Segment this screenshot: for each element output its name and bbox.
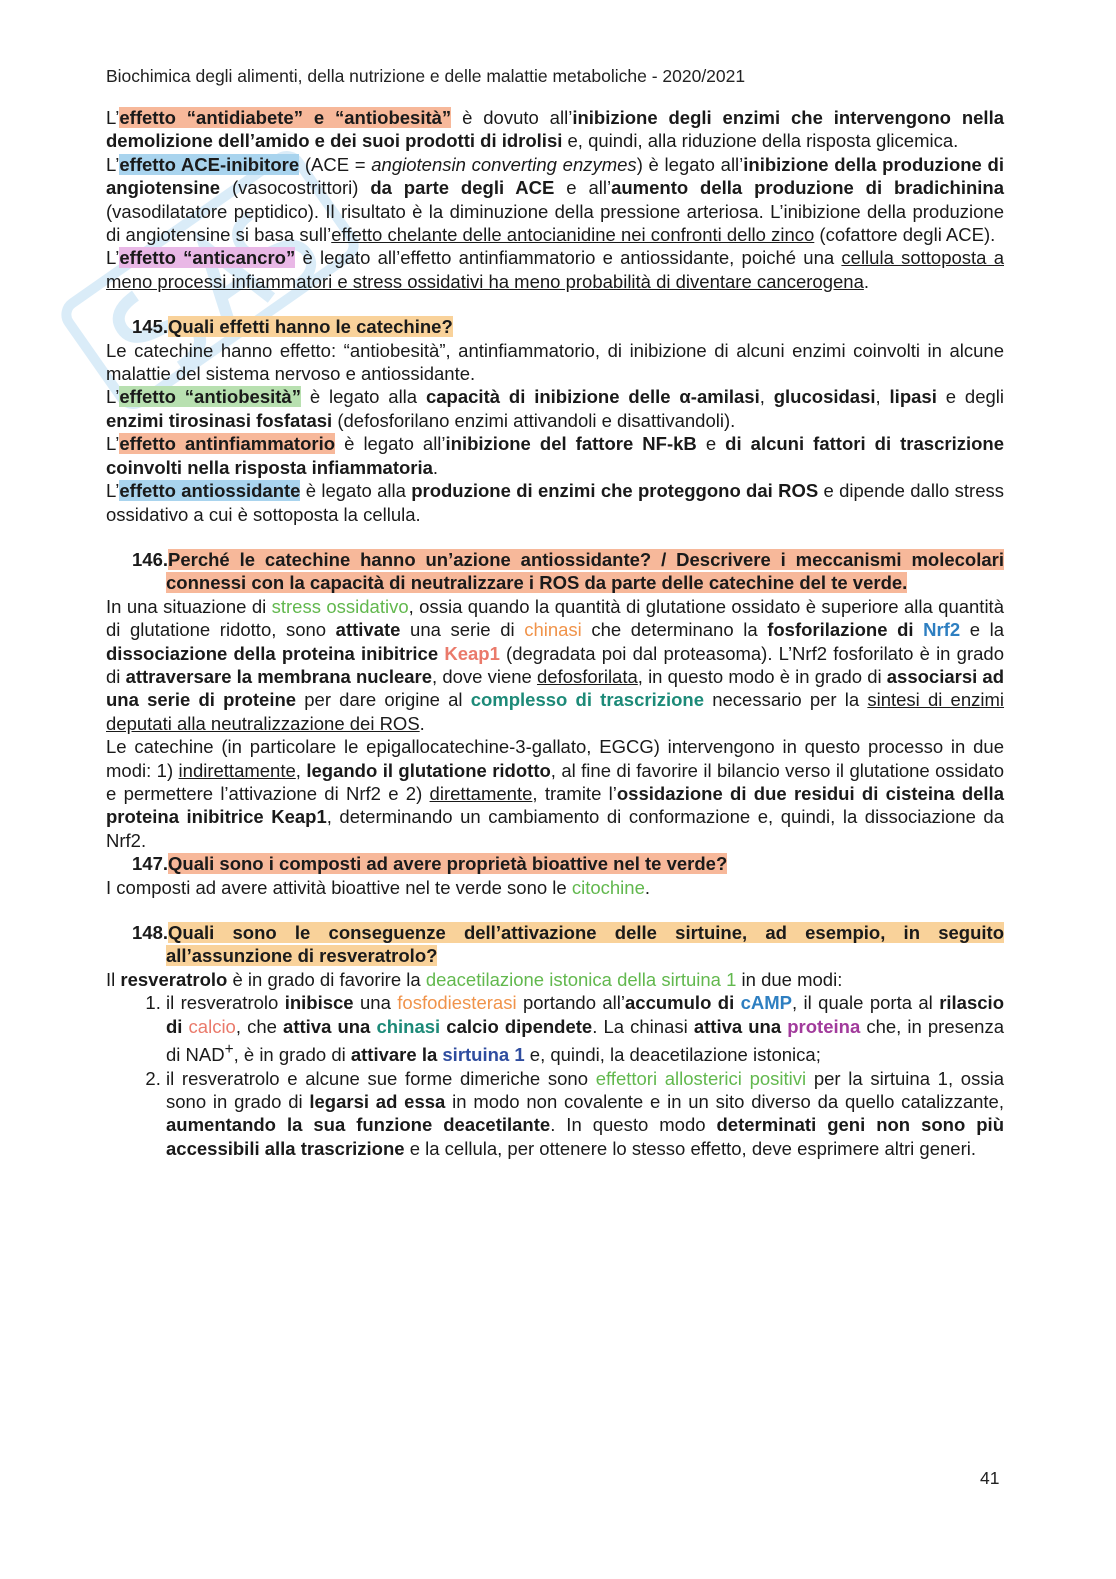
- text-run: (vasodilatatore peptidico). Il risultato è la diminuzione della pressione arteriosa. L’inibizione della produzione di angiotensine si basa sull’: [106, 200, 1004, 246]
- text-run: L’: [106, 247, 120, 269]
- text-run: per la sirtuina 1, ossia sono in grado di: [166, 1067, 1004, 1112]
- highlight-term: effetto antiossidante: [119, 480, 301, 502]
- colored-term: stress ossidativo: [271, 595, 409, 617]
- colored-term: Nrf2: [923, 619, 961, 641]
- colored-term: chinasi: [524, 619, 582, 641]
- text-run: Le catechine (in particolare le epigallocatechine-3-gallato, EGCG) intervengono in questo processo in due modi: 1): [106, 736, 1004, 781]
- bold-text: inibisce: [284, 992, 354, 1014]
- text-run: (vasocostrittori): [220, 177, 371, 199]
- paragraph-nrf2-mechanism: [106, 595, 1004, 735]
- colored-term: proteina: [787, 1015, 861, 1037]
- bold-text: ossidazione di due residui di cisteina della proteina inibitrice Keap1: [106, 782, 1004, 828]
- bold-text: produzione di enzimi che proteggono dai ROS: [411, 480, 819, 502]
- underlined-text: direttamente: [429, 782, 533, 804]
- bold-text: determinati geni non sono più accessibili alla trascrizione: [166, 1114, 1004, 1159]
- highlight-term: effetto “antiobesità”: [119, 386, 301, 408]
- text-run: e la: [960, 619, 1004, 641]
- bold-text: inibizione del fattore NF-kB: [445, 433, 697, 455]
- question-title: Perché le catechine hanno un’azione antiossidante? / Descrivere i meccanismi molecolari connessi con la capacità di neutralizzare i ROS da parte delle catechine del te verde.: [166, 548, 1004, 594]
- text-run: e all’: [554, 177, 612, 199]
- text-run: L’: [106, 107, 120, 128]
- colored-term: complesso di trascrizione: [470, 689, 705, 711]
- text-run: e, quindi, la deacetilazione istonica;: [524, 1044, 821, 1066]
- text-run: in due modi:: [736, 968, 843, 990]
- paragraph-catechine-effetti: Le catechine hanno effetto: “antiobesità”, antinfiammatorio, di inibizione di alcuni enzimi coinvolti in alcune malattie del sistema nervoso e antiossidante.: [106, 339, 1004, 385]
- bold-text: legarsi ad essa: [309, 1091, 446, 1112]
- text-run: , determinando un cambiamento di conformazione e, quindi, la dissociazione da Nrf2.: [106, 806, 1004, 851]
- text-run: e: [696, 433, 726, 455]
- resveratrolo-mechanisms-list: [106, 991, 1004, 1160]
- text-run: , in questo modo è in grado di: [637, 665, 887, 687]
- text-run: è legato all’effetto antinfiammatorio e antiossidante, poiché una: [295, 247, 842, 269]
- bold-text: attiva una: [283, 1015, 377, 1037]
- bold-text: fosforilazione di: [767, 619, 924, 641]
- text-run: necessario per la: [704, 689, 868, 711]
- bold-text: rilascio di: [166, 992, 1004, 1037]
- text-run: . In questo modo: [550, 1114, 717, 1136]
- question-number: 148.: [132, 922, 169, 943]
- text-run: è legato all’: [335, 433, 446, 455]
- text-run: è legato alla: [300, 480, 412, 502]
- text-run: .: [863, 270, 869, 292]
- text-run: .: [644, 876, 650, 898]
- text-run: I composti ad avere attività bioattive nel te verde sono le: [106, 876, 572, 898]
- text-run: , dove viene: [432, 665, 537, 687]
- text-run: e, quindi, alla riduzione della risposta glicemica.: [562, 130, 959, 152]
- text-run: e la cellula, per ottenere lo stesso effetto, deve esprimere altri generi.: [404, 1137, 976, 1159]
- text-run: è in grado di favorire la: [227, 968, 426, 990]
- bold-text: inibizione della produzione di angiotensine: [106, 153, 1004, 199]
- bold-text: di alcuni fattori di trascrizione coinvolti nella risposta infiammatoria: [106, 433, 1004, 478]
- question-number: 145.: [132, 316, 169, 338]
- text-run: una: [353, 992, 398, 1014]
- text-run: ,: [875, 386, 890, 408]
- paragraph-ace-inibitore: [106, 153, 1004, 247]
- colored-term: cAMP: [740, 992, 793, 1014]
- colored-term: sirtuina 1: [442, 1044, 525, 1066]
- bold-text: glucosidasi: [773, 386, 876, 408]
- text-run: L’: [106, 433, 120, 455]
- text-run: una serie di: [400, 619, 525, 641]
- question-title: Quali effetti hanno le catechine?: [168, 316, 453, 338]
- text-run: in modo non covalente e in un sito diverso da quello catalizzante,: [445, 1091, 1004, 1112]
- list-item: [166, 991, 1004, 1066]
- text-run: che determinano la: [581, 619, 768, 641]
- bold-text: resveratrolo: [120, 968, 228, 990]
- text-run: è legato alla: [300, 386, 426, 408]
- page-number: 41: [980, 1468, 1000, 1488]
- underlined-text: effetto chelante delle antocianidine nei confronti dello zinco: [331, 224, 815, 246]
- bold-text: calcio dipendete: [440, 1015, 593, 1037]
- text-run: il resveratrolo: [166, 992, 285, 1014]
- text-run: L’: [106, 153, 120, 175]
- bold-text: legando il glutatione ridotto: [306, 759, 551, 781]
- question-148-heading: [106, 921, 1004, 968]
- text-run: , è in grado di: [233, 1044, 351, 1066]
- text-run: In una situazione di: [106, 595, 272, 617]
- document-body: [106, 106, 1004, 1160]
- highlight-term: effetto antinfiammatorio: [119, 433, 336, 455]
- colored-term: calcio: [188, 1015, 236, 1037]
- text-run: che, in presenza di NAD: [166, 1015, 1004, 1066]
- text-run: , il quale porta al: [792, 992, 940, 1014]
- bold-text: associarsi ad una serie di proteine: [106, 665, 1005, 711]
- paragraph-egcg: [106, 735, 1004, 852]
- page-header: Biochimica degli alimenti, della nutrizione e delle malattie metaboliche - 2020/2021: [106, 66, 746, 86]
- text-run: (degradata poi dal proteasoma). L’Nrf2 fosforilato è in grado di: [106, 642, 1004, 687]
- text-run: L’: [106, 480, 120, 502]
- colored-term: effettori allosterici positivi: [595, 1067, 807, 1089]
- question-147-heading: [106, 852, 1004, 875]
- text-run: . La chinasi: [592, 1015, 694, 1037]
- text-run: portando all’: [516, 992, 626, 1014]
- text-run: ,: [759, 386, 774, 408]
- text-run: , ossia quando la quantità di glutatione ossidato è superiore alla quantità di glutatione ridotto, sono: [106, 595, 1004, 641]
- question-number: 147.: [132, 853, 169, 875]
- text-run: e dipende dallo stress ossidativo a cui è sottoposta la cellula.: [106, 480, 1004, 525]
- bold-text: attraversare la membrana nucleare: [125, 665, 433, 687]
- superscript: +: [224, 1041, 234, 1059]
- bold-text: capacità di inibizione delle α-amilasi: [425, 386, 760, 408]
- question-146-heading: [106, 548, 1004, 595]
- question-number: 146.: [132, 548, 169, 570]
- bold-text: aumento della produzione di bradichinina: [611, 177, 1004, 199]
- highlight-term: effetto “antidiabete” e “antiobesità”: [119, 107, 452, 128]
- paragraph-anticancro: [106, 246, 1004, 293]
- underlined-text: defosforilata: [536, 665, 638, 687]
- paragraph-citochine: [106, 876, 1004, 899]
- bold-text: lipasi: [889, 386, 937, 408]
- text-run: , tramite l’: [532, 782, 617, 804]
- underlined-text: indirettamente: [178, 759, 296, 781]
- bold-text: dissociazione della proteina inibitrice: [106, 642, 445, 664]
- colored-term: deacetilazione istonica della sirtuina 1: [425, 968, 737, 990]
- underlined-text: cellula sottoposta a meno processi infiammatori e stress ossidativi ha meno probabilità di diventare cancerogena: [106, 247, 1004, 292]
- question-145-heading: [106, 315, 1004, 338]
- text-run: ) è legato all’: [636, 153, 744, 175]
- text-run: .: [432, 456, 439, 478]
- italic-text: angiotensin converting enzymes: [371, 153, 637, 175]
- bold-text: enzimi tirosinasi fosfatasi: [106, 409, 333, 431]
- text-run: per dare origine al: [296, 689, 471, 711]
- paragraph-antiossidante: [106, 479, 1004, 526]
- colored-term: Keap1: [444, 642, 500, 664]
- bold-text: attivate: [335, 619, 401, 641]
- colored-term: fosfodiesterasi: [397, 992, 517, 1014]
- text-run: (defosforilano enzimi attivandoli e disattivandoli).: [332, 409, 736, 431]
- text-run: ,: [295, 759, 307, 781]
- bold-text: accumulo di: [625, 992, 741, 1014]
- bold-text: da parte degli ACE: [370, 177, 555, 199]
- colored-term: chinasi: [376, 1015, 441, 1037]
- bold-text: aumentando la sua funzione deacetilante: [166, 1114, 551, 1136]
- bold-text: inibizione degli enzimi che intervengono nella demolizione dell’amido e dei suoi prodotti di idrolisi: [106, 107, 1004, 152]
- text-run: , che: [235, 1015, 284, 1037]
- text-run: L’: [106, 386, 120, 408]
- list-item: [166, 1067, 1004, 1161]
- text-run: (cofattore degli ACE).: [814, 224, 996, 246]
- text-run: , al fine di favorire il bilancio verso il glutatione ossidato e permettere l’attivazione di Nrf2 e 2): [106, 759, 1005, 804]
- text-run: e degli: [936, 386, 1004, 408]
- paragraph-antidiabete: [106, 106, 1004, 153]
- paragraph-antiobesita: [106, 385, 1004, 432]
- highlight-term: effetto “anticancro”: [119, 247, 296, 269]
- question-title: Quali sono i composti ad avere proprietà bioattive nel te verde?: [168, 853, 728, 875]
- highlight-term: effetto ACE-inibitore: [119, 153, 300, 175]
- bold-text: attivare la: [350, 1044, 443, 1066]
- colored-term: citochine: [571, 876, 645, 898]
- text-run: (ACE =: [299, 153, 372, 175]
- underlined-text: sintesi di enzimi deputati alla neutralizzazione dei ROS: [106, 689, 1005, 734]
- text-run: è dovuto all’: [451, 107, 573, 128]
- paragraph-resveratrolo: [106, 968, 1004, 991]
- question-title: Quali sono le conseguenze dell’attivazione delle sirtuine, ad esempio, in seguito all’assunzione di resveratrolo?: [166, 922, 1004, 967]
- text-run: il resveratrolo e alcune sue forme dimeriche sono: [166, 1067, 596, 1089]
- bold-text: attiva una: [693, 1015, 788, 1037]
- text-run: Il: [106, 968, 121, 990]
- paragraph-antinfiammatorio: [106, 432, 1004, 479]
- text-run: .: [419, 712, 425, 734]
